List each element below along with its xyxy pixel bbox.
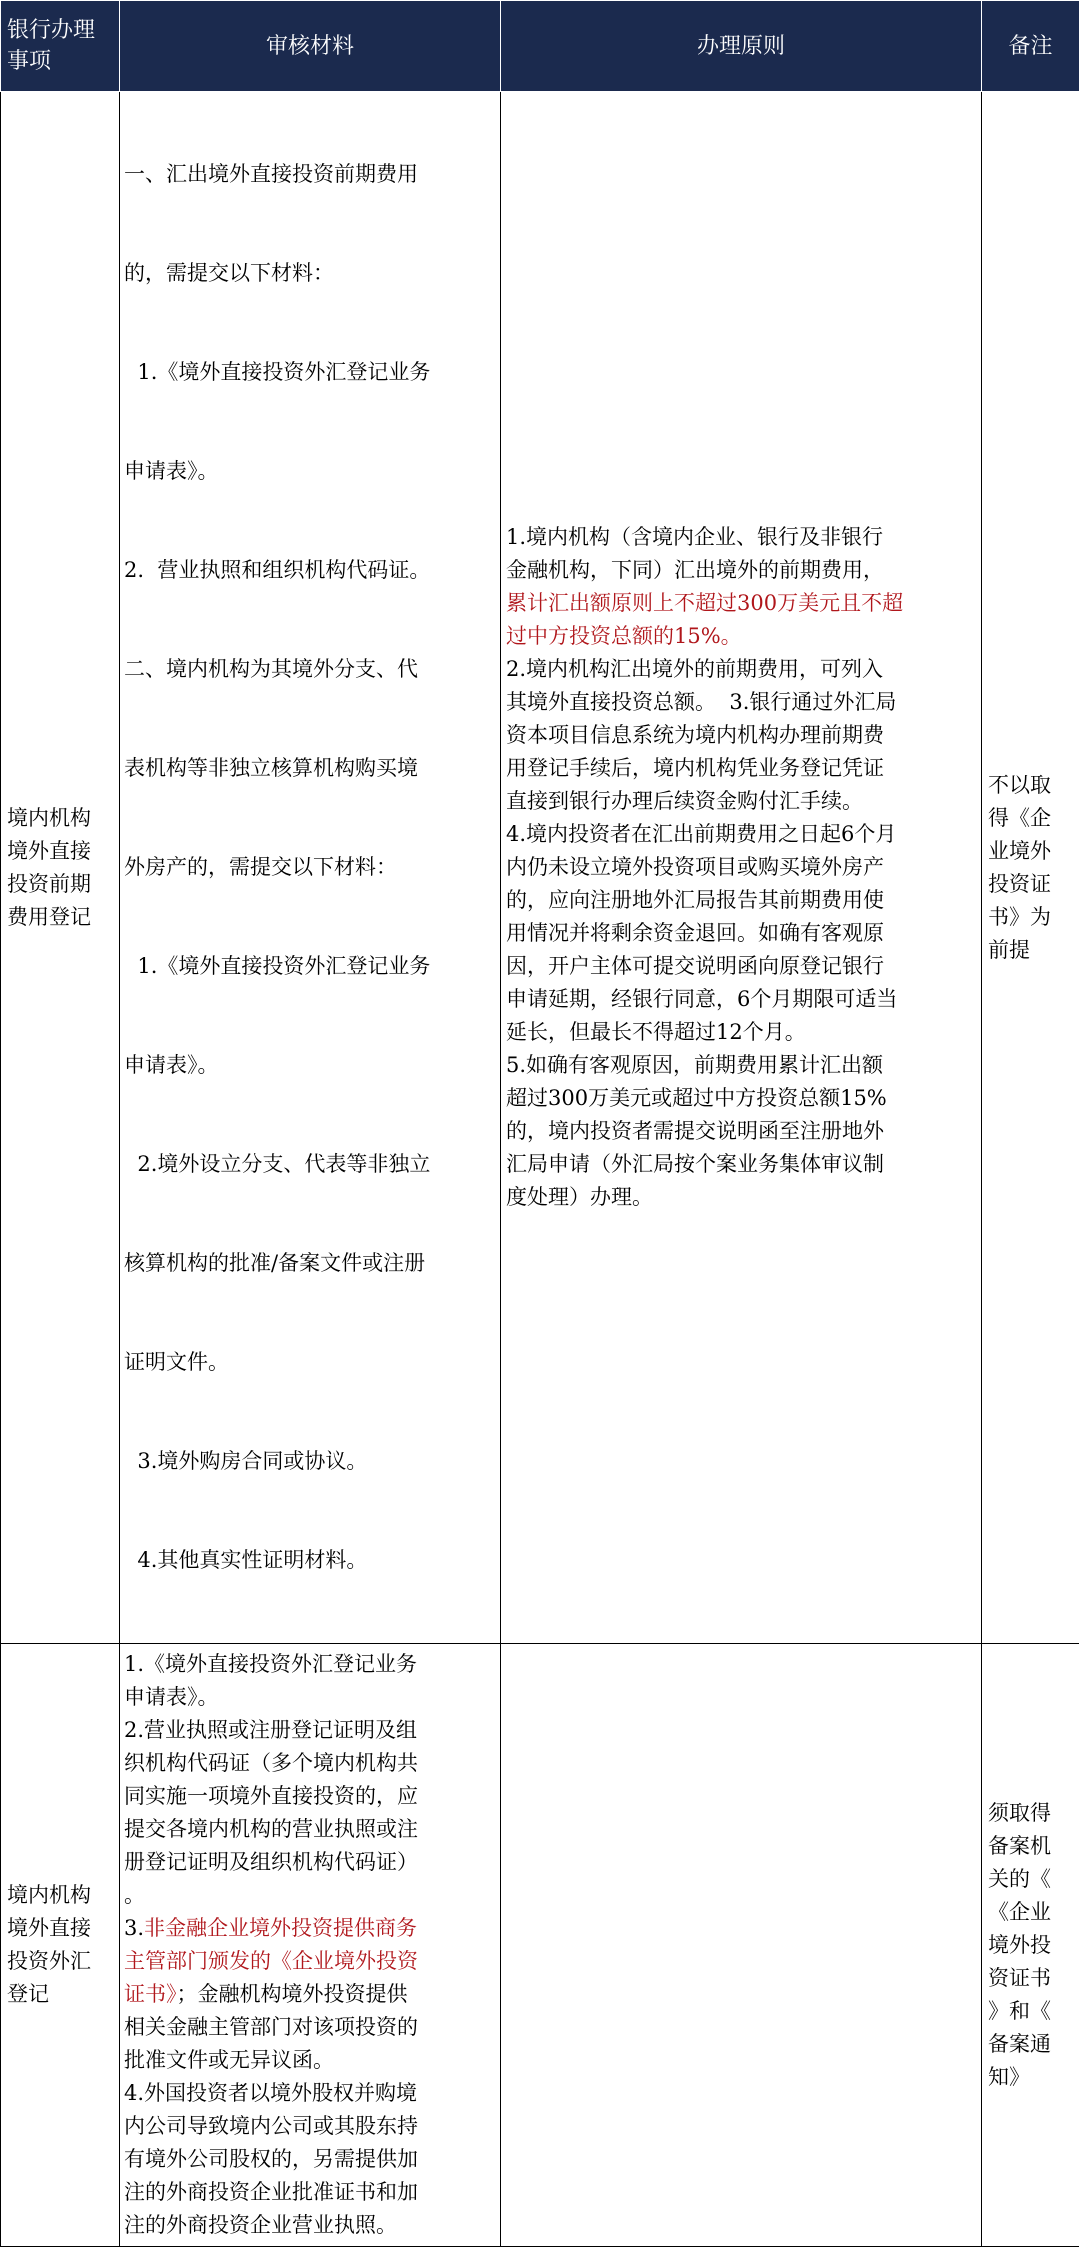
row1-item-cell xyxy=(1,92,120,1644)
row1-material-line: 一、汇出境外直接投资前期费用 xyxy=(124,158,496,191)
table-row xyxy=(1,1644,1079,2247)
header-bank-item-line: 事项 xyxy=(7,46,115,77)
row1-principle-line: 其境外直接投资总额。 3.银行通过外汇局 xyxy=(506,686,977,719)
row2-materials-cell xyxy=(120,1644,501,2247)
row1-principle-line: 1.境内机构（含境内企业、银行及非银行 xyxy=(506,521,977,554)
row2-remark-line: 《企业 xyxy=(988,1896,1075,1929)
row1-material-line: 1.《境外直接投资外汇登记业务 xyxy=(124,356,496,389)
row1-item-line: 投资前期 xyxy=(7,868,115,901)
row1-principle-line-highlight: 过中方投资总额的15%。 xyxy=(506,620,977,653)
row2-material-line: 2.营业执照或注册登记证明及组 xyxy=(124,1714,496,1747)
row1-item-line: 境内机构 xyxy=(7,802,115,835)
item3-prefix: 3. xyxy=(124,1916,144,1940)
row2-material-line: 。 xyxy=(124,1879,496,1912)
row1-remark-line: 业境外 xyxy=(988,835,1075,868)
row2-material-item3-line3 xyxy=(124,1978,496,2011)
row1-principle-line: 5.如确有客观原因，前期费用累计汇出额 xyxy=(506,1049,977,1082)
row2-remark-line: 须取得 xyxy=(988,1797,1075,1830)
row1-principle-line: 度处理）办理。 xyxy=(506,1181,977,1214)
row1-remark-line: 不以取 xyxy=(988,769,1075,802)
table-header-row xyxy=(1,1,1079,92)
row1-principle-line: 超过300万美元或超过中方投资总额15% xyxy=(506,1082,977,1115)
row1-material-line: 2.境外设立分支、代表等非独立 xyxy=(124,1148,496,1181)
row2-material-line: 内公司导致境内公司或其股东持 xyxy=(124,2110,496,2143)
row1-material-line: 证明文件。 xyxy=(124,1346,496,1379)
row1-principle-line: 内仍未设立境外投资项目或购买境外房产 xyxy=(506,851,977,884)
row1-remark-line: 投资证 xyxy=(988,868,1075,901)
row1-materials-cell xyxy=(120,92,501,1644)
row2-item-line: 投资外汇 xyxy=(7,1945,115,1978)
row1-principles-cell xyxy=(501,92,982,1644)
row1-principle-line: 直接到银行办理后续资金购付汇手续。 xyxy=(506,785,977,818)
row1-principle-line-highlight: 累计汇出额原则上不超过300万美元且不超 xyxy=(506,587,977,620)
row1-material-line: 3.境外购房合同或协议。 xyxy=(124,1445,496,1478)
row1-principle-line: 4.境内投资者在汇出前期费用之日起6个月 xyxy=(506,818,977,851)
row1-principle-line: 2.境内机构汇出境外的前期费用，可列入 xyxy=(506,653,977,686)
row2-material-line: 1.《境外直接投资外汇登记业务 xyxy=(124,1648,496,1681)
row1-material-line: 的，需提交以下材料： xyxy=(124,257,496,290)
row2-material-line: 相关金融主管部门对该项投资的 xyxy=(124,2011,496,2044)
row2-item-cell xyxy=(1,1644,120,2247)
row2-remark-line: 》和《 xyxy=(988,1995,1075,2028)
row1-material-line: 核算机构的批准/备案文件或注册 xyxy=(124,1247,496,1280)
row2-material-line: 4.外国投资者以境外股权并购境 xyxy=(124,2077,496,2110)
table-row xyxy=(1,92,1079,1644)
row1-material-line: 申请表》。 xyxy=(124,1049,496,1082)
row2-remark-line: 资证书 xyxy=(988,1962,1075,1995)
row2-material-line: 提交各境内机构的营业执照或注 xyxy=(124,1813,496,1846)
row2-material-line: 批准文件或无异议函。 xyxy=(124,2044,496,2077)
row1-principle-line: 延长，但最长不得超过12个月。 xyxy=(506,1016,977,1049)
row1-material-line: 外房产的，需提交以下材料： xyxy=(124,851,496,884)
row1-principle-line: 因，开户主体可提交说明函向原登记银行 xyxy=(506,950,977,983)
row2-material-line: 注的外商投资企业营业执照。 xyxy=(124,2209,496,2242)
row1-principle-line: 申请延期，经银行同意，6个月期限可适当 xyxy=(506,983,977,1016)
row2-remark-line: 境外投 xyxy=(988,1929,1075,1962)
row2-material-line: 册登记证明及组织机构代码证） xyxy=(124,1846,496,1879)
row2-principles-cell xyxy=(501,1644,982,2247)
row2-material-line: 织机构代码证（多个境内机构共 xyxy=(124,1747,496,1780)
header-remarks: 备注 xyxy=(982,1,1079,92)
row2-material-line: 有境外公司股权的，另需提供加 xyxy=(124,2143,496,2176)
item3-red-text: 非金融企业境外投资提供商务 xyxy=(144,1916,417,1940)
row1-item-line: 费用登记 xyxy=(7,901,115,934)
header-bank-item-line: 银行办理 xyxy=(7,15,115,46)
row2-remark-line: 关的《 xyxy=(988,1863,1075,1896)
row1-principle-line: 金融机构，下同）汇出境外的前期费用， xyxy=(506,554,977,587)
row1-remark-line: 前提 xyxy=(988,934,1075,967)
row1-remark-line: 书》为 xyxy=(988,901,1075,934)
row2-remark-line: 备案机 xyxy=(988,1830,1075,1863)
row2-material-line: 注的外商投资企业批准证书和加 xyxy=(124,2176,496,2209)
row1-principle-line: 的，应向注册地外汇局报告其前期费用使 xyxy=(506,884,977,917)
row1-principle-line: 用登记手续后，境内机构凭业务登记凭证 xyxy=(506,752,977,785)
row1-material-line: 1.《境外直接投资外汇登记业务 xyxy=(124,950,496,983)
row1-remark-cell xyxy=(982,92,1079,1644)
row2-remark-cell xyxy=(982,1644,1079,2247)
row1-material-line: 表机构等非独立核算机构购买境 xyxy=(124,752,496,785)
row1-principle-line: 汇局申请（外汇局按个案业务集体审议制 xyxy=(506,1148,977,1181)
row2-item-line: 境外直接 xyxy=(7,1912,115,1945)
item3-rest-text: ；金融机构境外投资提供 xyxy=(177,1982,408,2006)
row1-material-line: 申请表》。 xyxy=(124,455,496,488)
item3-red-text: 主管部门颁发的《企业境外投资 xyxy=(124,1945,496,1978)
item3-red-text: 证书》 xyxy=(124,1982,177,2006)
row2-remark-line: 备案通 xyxy=(988,2028,1075,2061)
row1-principle-line: 的，境内投资者需提交说明函至注册地外 xyxy=(506,1115,977,1148)
row2-item-line: 境内机构 xyxy=(7,1879,115,1912)
header-materials: 审核材料 xyxy=(120,1,501,92)
row2-item-line: 登记 xyxy=(7,1978,115,2011)
header-principles: 办理原则 xyxy=(501,1,982,92)
row1-principle-line: 资本项目信息系统为境内机构办理前期费 xyxy=(506,719,977,752)
row2-remark-line: 知》 xyxy=(988,2061,1075,2094)
row1-item-line: 境外直接 xyxy=(7,835,115,868)
row1-material-line: 二、境内机构为其境外分支、代 xyxy=(124,653,496,686)
row1-remark-line: 得《企 xyxy=(988,802,1075,835)
row2-material-item3-line1 xyxy=(124,1912,496,1945)
row2-material-line: 同实施一项境外直接投资的，应 xyxy=(124,1780,496,1813)
header-bank-item xyxy=(1,1,120,92)
row1-material-line: 4.其他真实性证明材料。 xyxy=(124,1544,496,1577)
row2-material-line: 申请表》。 xyxy=(124,1681,496,1714)
row1-material-line: 2. 营业执照和组织机构代码证。 xyxy=(124,554,496,587)
row1-principle-line: 用情况并将剩余资金退回。如确有客观原 xyxy=(506,917,977,950)
